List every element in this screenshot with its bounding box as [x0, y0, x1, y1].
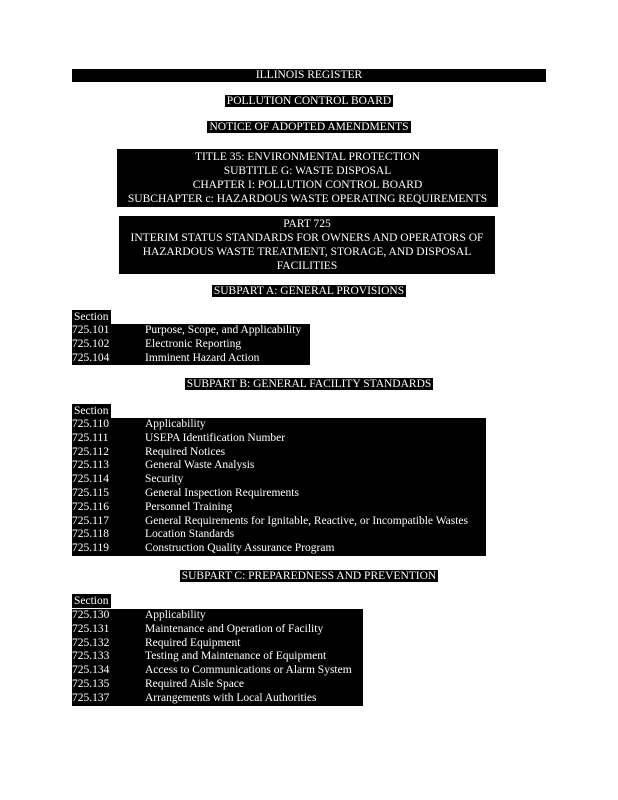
section-title: Required Equipment [145, 636, 241, 649]
section-row [72, 609, 363, 623]
section-row [72, 650, 363, 664]
notice-title: NOTICE OF ADOPTED AMENDMENTS [209, 121, 409, 133]
title-line: TITLE 35: ENVIRONMENTAL PROTECTION [194, 151, 421, 163]
register-header [72, 69, 546, 82]
section-row [72, 501, 486, 515]
section-title: Applicability [145, 418, 206, 430]
section-row [72, 542, 486, 556]
section-title: USEPA Identification Number [145, 431, 286, 444]
section-number: 725.117 [72, 514, 109, 527]
section-row [72, 678, 363, 692]
section-number: 725.104 [72, 351, 110, 364]
section-title: Testing and Maintenance of Equipment [145, 650, 327, 663]
subpart-heading: SUBPART B: GENERAL FACILITY STANDARDS [186, 378, 432, 390]
section-title: Applicability [145, 609, 206, 621]
notice-line [0, 120, 618, 134]
section-title: Location Standards [145, 528, 235, 541]
section-number: 725.113 [72, 459, 109, 472]
section-row [72, 459, 486, 473]
section-number: 725.101 [72, 324, 110, 336]
section-number: 725.115 [72, 486, 109, 499]
section-title: Imminent Hazard Action [145, 351, 260, 364]
part-title-line-2: HAZARDOUS WASTE TREATMENT, STORAGE, AND DISPOSAL [142, 246, 472, 258]
section-row [72, 473, 486, 487]
part-block [119, 216, 495, 274]
section-number: 725.119 [72, 542, 109, 555]
section-row [72, 637, 363, 651]
section-row [72, 432, 486, 446]
section-row [72, 324, 310, 338]
section-row [72, 446, 486, 460]
section-number: 725.116 [72, 500, 109, 513]
subpart-b-heading-line [0, 377, 618, 391]
subpart-c-heading-line [0, 569, 618, 583]
section-row [72, 338, 310, 352]
section-label: Section [74, 405, 109, 417]
section-row [72, 692, 363, 706]
section-title: Arrangements with Local Authorities [145, 691, 317, 704]
section-title: General Inspection Requirements [145, 486, 299, 499]
section-number: 725.134 [72, 664, 110, 677]
section-number: 725.132 [72, 636, 110, 649]
section-label: Section [74, 595, 109, 607]
chapter-line: CHAPTER I: POLLUTION CONTROL BOARD [192, 179, 423, 191]
part-title-line-3: FACILITIES [276, 260, 338, 272]
section-title: Required Notices [145, 445, 226, 458]
section-row [72, 515, 486, 529]
board-name-line [0, 94, 618, 108]
part-number: PART 725 [283, 218, 331, 230]
section-number: 725.137 [72, 691, 110, 704]
subpart-c-section-list [72, 609, 363, 706]
register-title: ILLINOIS REGISTER [255, 69, 363, 81]
section-number: 725.112 [72, 445, 109, 458]
section-row [72, 528, 486, 542]
section-number: 725.135 [72, 677, 110, 690]
section-row [72, 487, 486, 501]
subtitle-line: SUBTITLE G: WASTE DISPOSAL [223, 165, 392, 177]
section-title: Construction Quality Assurance Program [145, 542, 335, 555]
section-title: General Waste Analysis [145, 459, 255, 472]
section-title: Required Aisle Space [145, 677, 245, 690]
section-number: 725.131 [72, 622, 110, 635]
section-title: Maintenance and Operation of Facility [145, 622, 324, 635]
section-title: Purpose, Scope, and Applicability [145, 324, 302, 336]
part-title-line-1: INTERIM STATUS STANDARDS FOR OWNERS AND OPERATORS OF [130, 232, 484, 244]
section-number: 725.114 [72, 473, 109, 486]
section-number: 725.102 [72, 337, 110, 350]
section-number: 725.133 [72, 650, 110, 663]
subpart-b-section-list [72, 418, 486, 556]
board-name: POLLUTION CONTROL BOARD [226, 95, 392, 107]
section-title: Security [145, 473, 184, 486]
subchapter-line: SUBCHAPTER c: HAZARDOUS WASTE OPERATING REQUIREMENTS [127, 193, 488, 205]
title-block [117, 149, 498, 207]
section-label: Section [74, 311, 109, 323]
section-title: Access to Communications or Alarm System [145, 664, 352, 677]
subpart-heading: SUBPART A: GENERAL PROVISIONS [213, 285, 405, 297]
section-number: 725.110 [72, 418, 109, 430]
section-row [72, 623, 363, 637]
section-row [72, 352, 310, 366]
section-row [72, 418, 486, 432]
section-number: 725.118 [72, 528, 109, 541]
subpart-a-section-list [72, 324, 310, 365]
section-number: 725.111 [72, 431, 109, 444]
subpart-a-heading-line [0, 284, 618, 298]
subpart-heading: SUBPART C: PREPAREDNESS AND PREVENTION [181, 570, 437, 582]
section-row [72, 664, 363, 678]
section-title: Electronic Reporting [145, 337, 242, 350]
section-title: General Requirements for Ignitable, Reactive, or Incompatible Wastes [145, 514, 468, 527]
section-number: 725.130 [72, 609, 110, 621]
section-title: Personnel Training [145, 500, 233, 513]
